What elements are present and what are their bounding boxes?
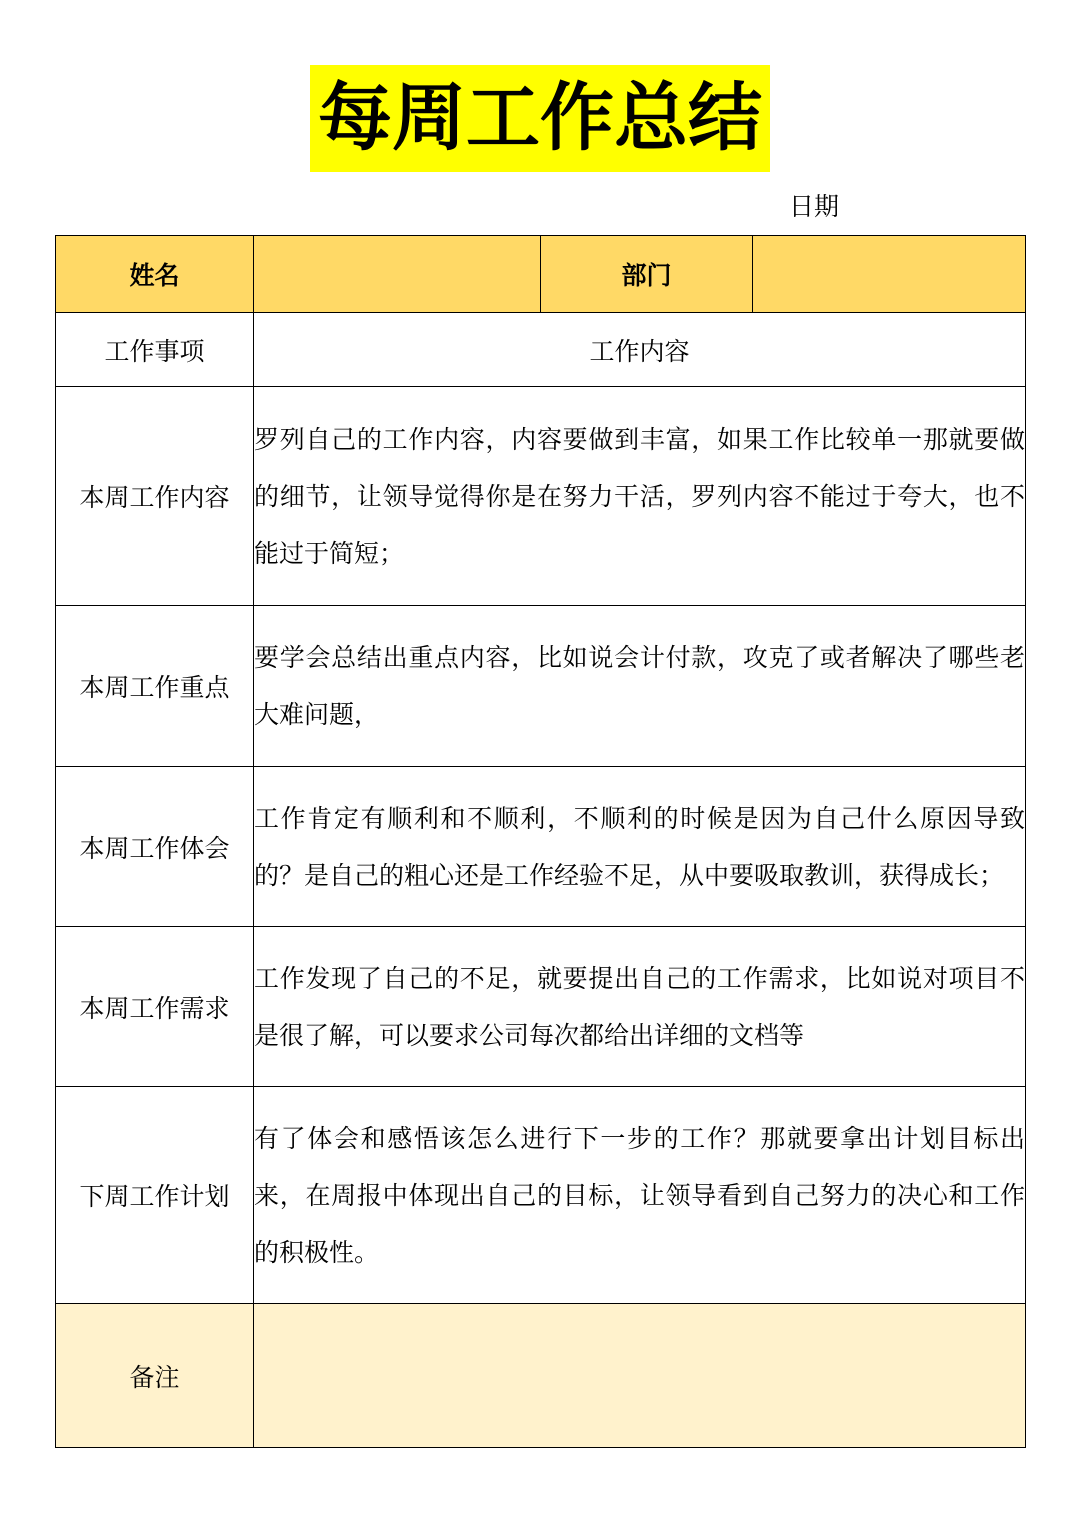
row-label-next-week-plan: 下周工作计划	[56, 1087, 254, 1304]
row-label-this-week-focus: 本周工作重点	[56, 606, 254, 767]
row-content-this-week-focus: 要学会总结出重点内容，比如说会计付款，攻克了或者解决了哪些老大难问题，	[254, 606, 1026, 767]
work-content-header: 工作内容	[254, 313, 1026, 387]
column-header-row	[56, 313, 1026, 387]
department-value-cell	[753, 236, 1026, 313]
remark-row	[56, 1304, 1026, 1448]
table-row	[56, 927, 1026, 1087]
table-row	[56, 1087, 1026, 1304]
table-row	[56, 387, 1026, 606]
table-row	[56, 767, 1026, 927]
work-item-header: 工作事项	[56, 313, 254, 387]
date-label: 日期	[789, 192, 840, 221]
name-label: 姓名	[56, 236, 254, 313]
department-label: 部门	[541, 236, 753, 313]
name-value-cell	[254, 236, 541, 313]
row-content-this-week-needs: 工作发现了自己的不足，就要提出自己的工作需求，比如说对项目不是很了解，可以要求公司每次都给出详细的文档等	[254, 927, 1026, 1087]
header-row	[56, 236, 1026, 313]
remark-value-cell	[254, 1304, 1026, 1448]
row-content-this-week-content: 罗列自己的工作内容，内容要做到丰富，如果工作比较单一那就要做的细节，让领导觉得你是在努力干活，罗列内容不能过于夸大，也不能过于简短；	[254, 387, 1026, 606]
weekly-summary-table	[55, 235, 1026, 1448]
row-content-this-week-reflection: 工作肯定有顺利和不顺利，不顺利的时候是因为自己什么原因导致的？是自己的粗心还是工作经验不足，从中要吸取教训，获得成长；	[254, 767, 1026, 927]
row-label-this-week-needs: 本周工作需求	[56, 927, 254, 1087]
table-row	[56, 606, 1026, 767]
row-label-this-week-reflection: 本周工作体会	[56, 767, 254, 927]
page-title: 每周工作总结	[310, 65, 770, 172]
remark-label: 备注	[56, 1304, 254, 1448]
row-label-this-week-content: 本周工作内容	[56, 387, 254, 606]
row-content-next-week-plan: 有了体会和感悟该怎么进行下一步的工作？那就要拿出计划目标出来，在周报中体现出自己的目标，让领导看到自己努力的决心和工作的积极性。	[254, 1087, 1026, 1304]
